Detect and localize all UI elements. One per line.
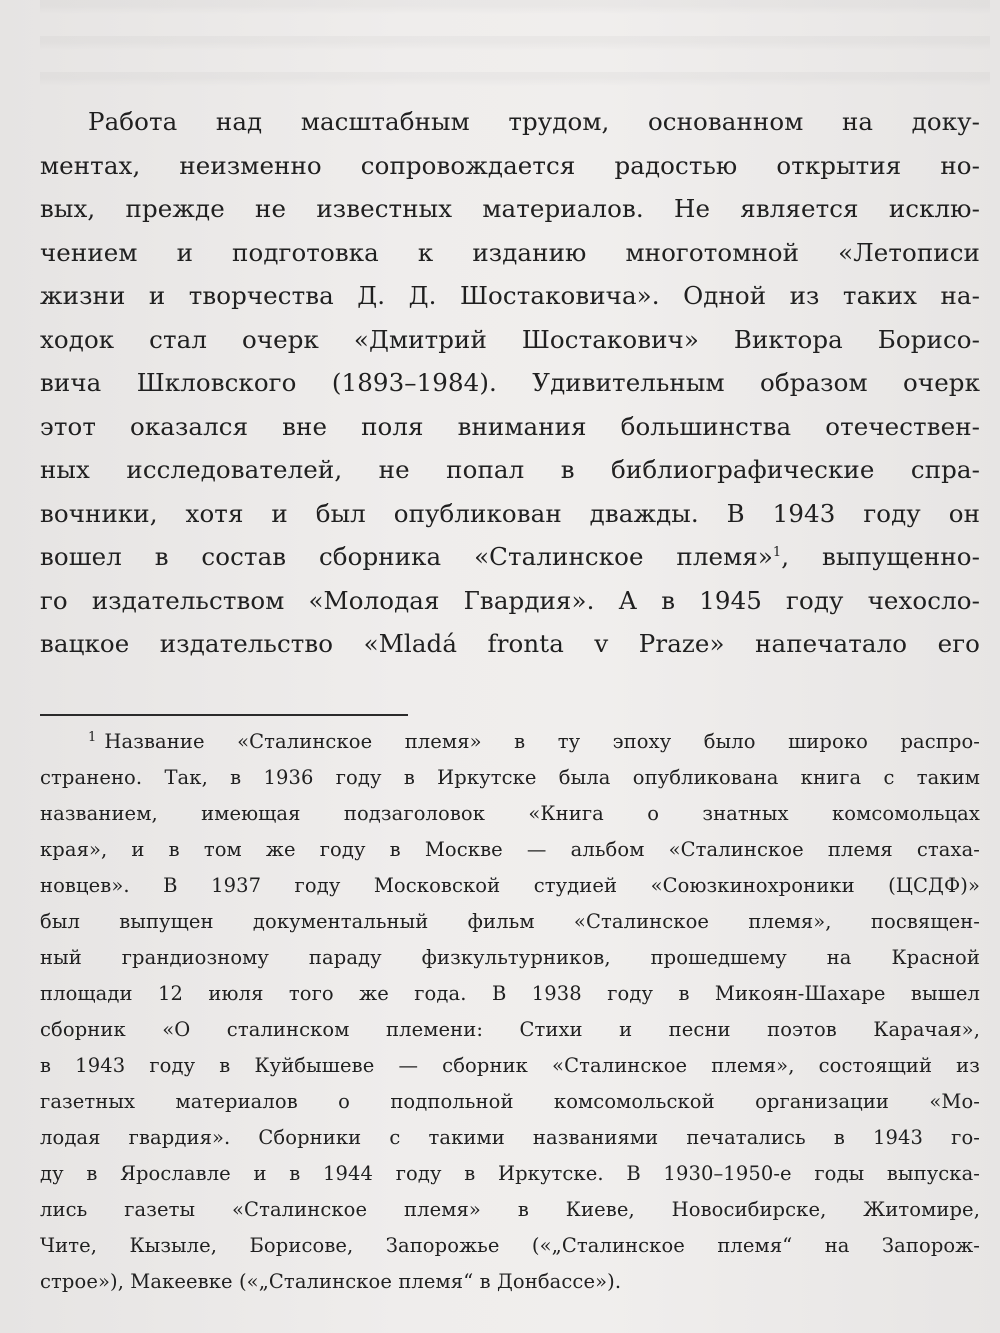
paragraph-line: чением и подготовка к изданию многотомной «Летописи [40, 237, 980, 267]
footnote-line: в 1943 году в Куйбышеве — сборник «Сталинское племя», состоящий из [40, 1054, 980, 1077]
paragraph-line: ментах, неизменно сопровождается радостью открытия но- [40, 150, 980, 180]
paragraph-line: Работа над масштабным трудом, основанном на доку- [88, 107, 980, 136]
paragraph-line: ных исследователей, не попал в библиографические спра- [40, 455, 980, 484]
paragraph-line: вых, прежде не известных материалов. Не является исклю- [40, 194, 980, 223]
footnote-line: сборник «О сталинском племени: Стихи и песни поэтов Карачая», [40, 1018, 980, 1041]
paragraph-line: вочники, хотя и был опубликован дважды. В 1943 году он [40, 498, 980, 528]
footnote-line: строе»), Макеевке («„Сталинское племя“ в Донбассе»). [40, 1270, 622, 1293]
line-head: вошел в состав сборника «Сталинское племя» [40, 542, 773, 571]
footnote-line-text: Название «Сталинское племя» в ту эпоху было широко распро- [104, 730, 980, 753]
footnote-line [40, 724, 980, 760]
footnote-line: названием, имеющая подзаголовок «Книга о знатных комсомольцах [40, 802, 980, 825]
main-paragraph [40, 100, 980, 666]
paragraph-line-with-footnote [40, 535, 980, 579]
footnote-line: газетных материалов о подпольной комсомольской организации «Мо- [40, 1090, 980, 1113]
footnote-number: 1 [88, 729, 97, 745]
footnote-line: края», и в том же году в Москве — альбом «Сталинское племя стаха- [40, 838, 980, 861]
footnote-line: площади 12 июля того же года. В 1938 году в Микоян-Шахаре вышел [40, 982, 980, 1005]
footnote-reference[interactable]: 1 [772, 544, 782, 560]
bleed-through-shadow [40, 0, 990, 90]
footnote-divider [40, 714, 408, 716]
footnote-line: лодая гвардия». Сборники с такими названиями печатались в 1943 го- [40, 1126, 980, 1149]
footnote-line: был выпущен документальный фильм «Сталинское племя», посвящен- [40, 910, 980, 933]
footnote-line: ду в Ярославле и в 1944 году в Иркутске. В 1930–1950-е годы выпуска- [40, 1162, 980, 1185]
paragraph-line: вича Шкловского (1893–1984). Удивительным образом очерк [40, 368, 980, 397]
line-tail: , выпущенно- [781, 542, 980, 571]
footnote-line: новцев». В 1937 году Московской студией «Союзкинохроники (ЦСДФ)» [40, 874, 980, 897]
paragraph-line: го издательством «Молодая Гвардия». А в 1945 году чехосло- [40, 585, 980, 615]
paragraph-line: вацкое издательство «Mladá fronta v Praze» напечатало его [40, 629, 980, 658]
paragraph-line: ходок стал очерк «Дмитрий Шостакович» Виктора Борисо- [40, 324, 980, 354]
footnote-line: странено. Так, в 1936 году в Иркутске была опубликована книга с таким [40, 766, 980, 789]
paragraph-line: этот оказался вне поля внимания большинства отечествен- [40, 411, 980, 441]
footnote-line: ный грандиозному параду физкультурников, прошедшему на Красной [40, 946, 980, 969]
footnote-line: Чите, Кызыле, Борисове, Запорожье («„Сталинское племя“ на Запорож- [40, 1234, 980, 1257]
paragraph-line: жизни и творчества Д. Д. Шостаковича». Одной из таких на- [40, 281, 980, 310]
footnote [40, 724, 980, 1300]
footnote-line: лись газеты «Сталинское племя» в Киеве, Новосибирске, Житомире, [40, 1198, 980, 1221]
